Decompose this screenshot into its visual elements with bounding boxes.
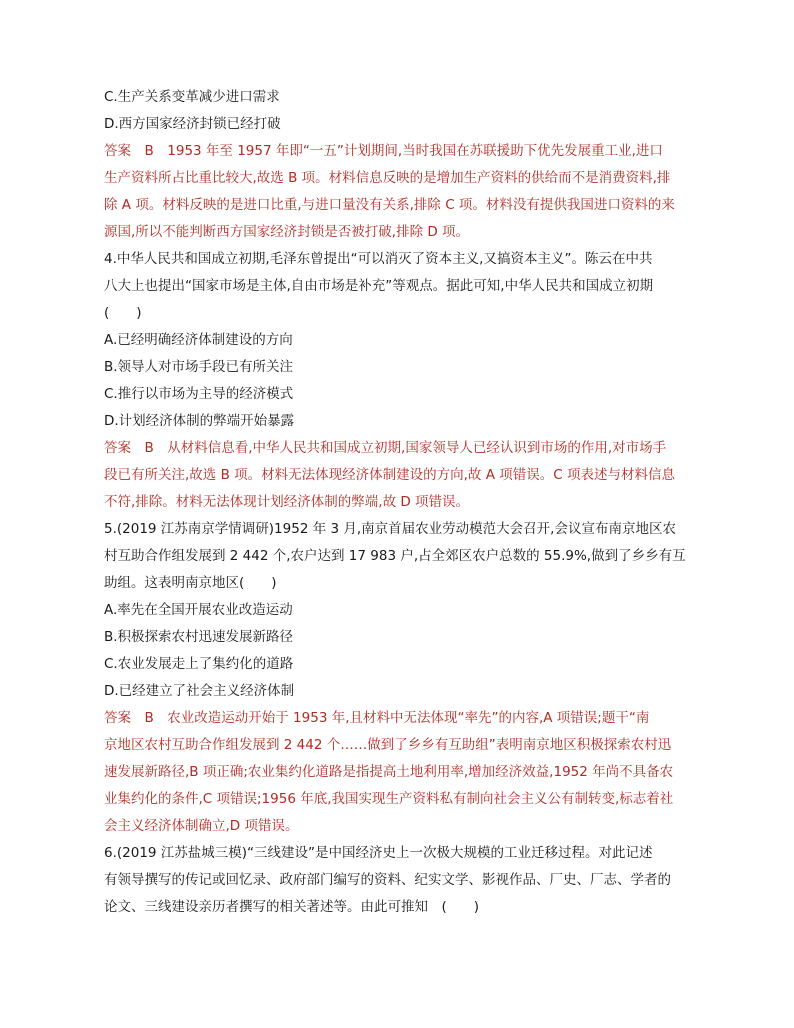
q6-stem-line: 6.(2019 江苏盐城三模)“三线建设”是中国经济史上一次极大规模的工业迁移过程。对此记述 bbox=[104, 845, 653, 861]
q5-answer-line: 速发展新路径,B 项正确;农业集约化道路是指提高土地利用率,增加经济效益,1952 年尚不具备农 bbox=[104, 764, 674, 780]
q5-option-c: C.农业发展走上了集约化的道路 bbox=[104, 656, 294, 672]
q5-option-d: D.已经建立了社会主义经济体制 bbox=[104, 683, 295, 699]
q3-option-c: C.生产关系变革减少进口需求 bbox=[104, 89, 280, 105]
q5-option-a: A.率先在全国开展农业改造运动 bbox=[104, 602, 293, 618]
q4-option-c: C.推行以市场为主导的经济模式 bbox=[104, 386, 294, 402]
q3-answer-line: 生产资料所占比重比较大,故选 B 项。材料信息反映的是增加生产资料的供给而不是消费资料,排 bbox=[104, 170, 671, 186]
q3-answer-line: 源国,所以不能判断西方国家经济封锁是否被打破,排除 D 项。 bbox=[104, 224, 470, 240]
q5-answer-line: 业集约化的条件,C 项错误;1956 年底,我国实现生产资料私有制向社会主义公有制转变,标志着社 bbox=[104, 791, 674, 807]
q5-answer-line: 会主义经济体制确立,D 项错误。 bbox=[104, 818, 299, 834]
q3-option-d: D.西方国家经济封锁已经打破 bbox=[104, 116, 281, 132]
q5-stem-line: 助组。这表明南京地区( ) bbox=[104, 575, 277, 591]
q4-option-d: D.计划经济体制的弊端开始暴露 bbox=[104, 413, 295, 429]
q4-answer-line: 段已有所关注,故选 B 项。材料无法体现经济体制建设的方向,故 A 项错误。C 项表述与材料信息 bbox=[104, 467, 675, 483]
q4-stem-line: 八大上也提出“国家市场是主体,自由市场是补充”等观点。据此可知,中华人民共和国成立初期 bbox=[104, 278, 654, 294]
q5-answer-line: 答案 B 农业改造运动开始于 1953 年,且材料中无法体现“率先”的内容,A 项错误;题干“南 bbox=[104, 710, 650, 726]
q4-option-b: B.领导人对市场手段已有所关注 bbox=[104, 359, 294, 375]
q3-answer-line: 除 A 项。材料反映的是进口比重,与进口量没有关系,排除 C 项。材料没有提供我国进口资料的来 bbox=[104, 197, 675, 213]
q4-answer-line: 答案 B 从材料信息看,中华人民共和国成立初期,国家领导人已经认识到市场的作用,对市场手 bbox=[104, 440, 667, 456]
q5-stem-line: 村互助合作组发展到 2 442 个,农户达到 17 983 户,占全郊区农户总数的 55.9%,做到了乡乡有互 bbox=[104, 548, 686, 564]
q4-option-a: A.已经明确经济体制建设的方向 bbox=[104, 332, 293, 348]
q5-stem-line: 5.(2019 江苏南京学情调研)1952 年 3 月,南京首届农业劳动模范大会召开,会议宣布南京地区农 bbox=[104, 521, 676, 537]
q4-stem-line: 4.中华人民共和国成立初期,毛泽东曾提出“可以消灭了资本主义,又搞资本主义”。陈云在中共 bbox=[104, 251, 653, 267]
q6-stem-line: 论文、三线建设亲历者撰写的相关著述等。由此可推知 ( ) bbox=[104, 899, 480, 915]
q5-answer-line: 京地区农村互助合作组发展到 2 442 个……做到了乡乡有互助组”表明南京地区积极探索农村迅 bbox=[104, 737, 672, 753]
q4-stem-line: ( ) bbox=[104, 305, 142, 321]
q5-option-b: B.积极探索农村迅速发展新路径 bbox=[104, 629, 294, 645]
q6-stem-line: 有领导撰写的传记或回忆录、政府部门编写的资料、纪实文学、影视作品、厂史、厂志、学者的 bbox=[104, 872, 671, 888]
q4-answer-line: 不符,排除。材料无法体现计划经济体制的弊端,故 D 项错误。 bbox=[104, 494, 470, 510]
q3-answer-line: 答案 B 1953 年至 1957 年即“一五”计划期间,当时我国在苏联援助下优先发展重工业,进口 bbox=[104, 143, 663, 159]
